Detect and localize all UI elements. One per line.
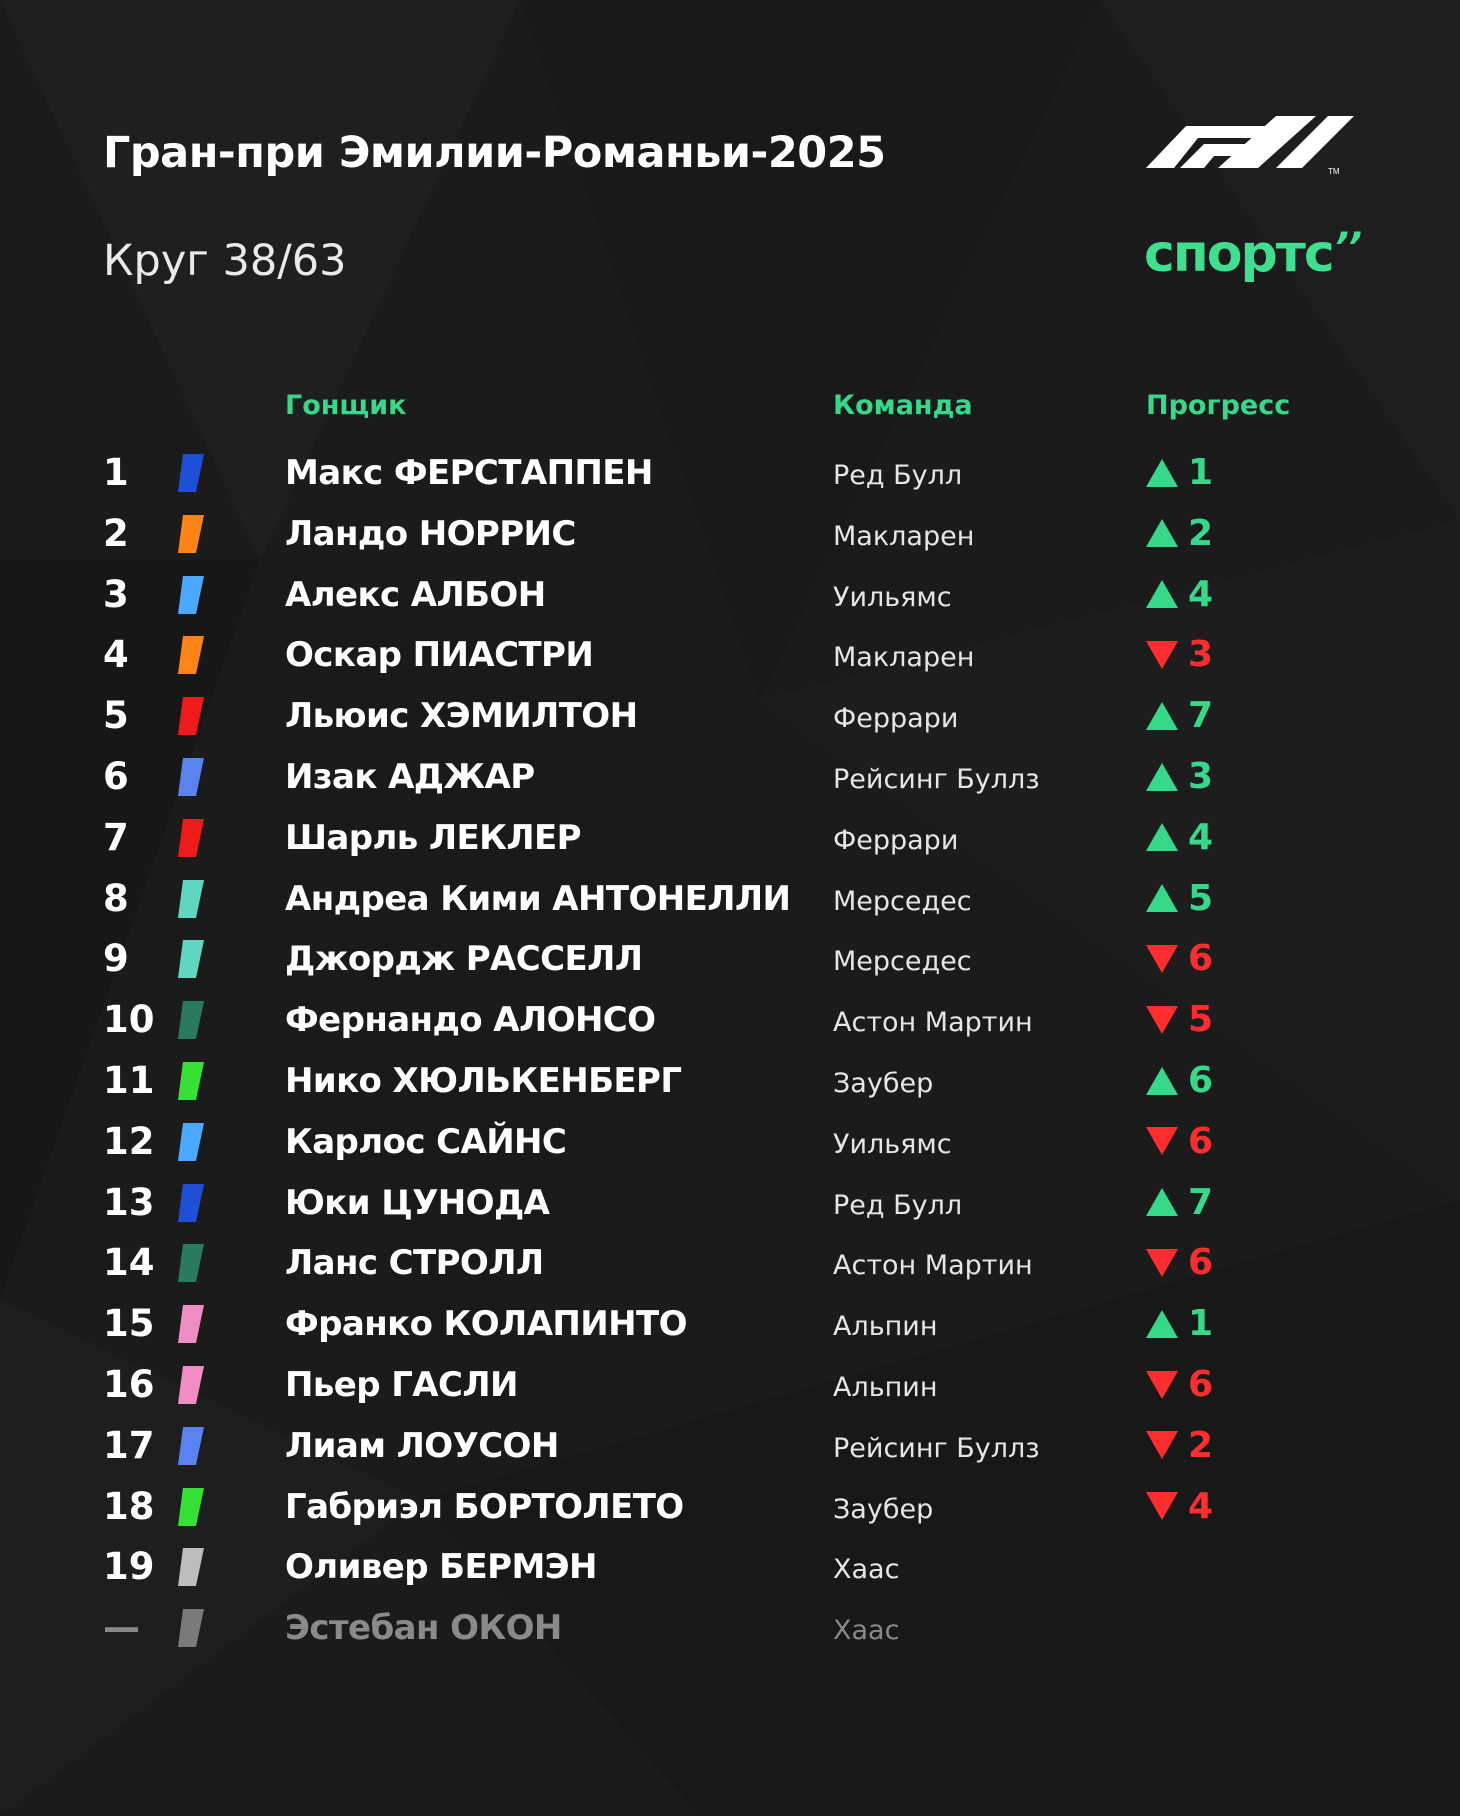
arrow-up-icon bbox=[1146, 702, 1178, 730]
arrow-down-icon bbox=[1146, 1127, 1178, 1155]
team-color-flag-icon bbox=[178, 1123, 204, 1161]
progress-value: 6 bbox=[1188, 1120, 1214, 1162]
team-color-flag-icon bbox=[178, 1548, 204, 1586]
progress-value: 5 bbox=[1188, 999, 1214, 1041]
team-color-flag-icon bbox=[178, 819, 204, 857]
progress-value: 3 bbox=[1188, 756, 1214, 797]
progress-value: 5 bbox=[1188, 877, 1214, 919]
column-header-team: Команда bbox=[833, 390, 973, 421]
position-number: 13 bbox=[103, 1180, 155, 1224]
team-name: Рейсинг Буллз bbox=[833, 1432, 1040, 1464]
team-name: Мерседес bbox=[833, 946, 972, 978]
table-row bbox=[0, 1051, 1460, 1112]
position-number: 7 bbox=[103, 815, 129, 859]
team-name: Заубер bbox=[833, 1068, 934, 1099]
driver-name: Льюис ХЭМИЛТОН bbox=[285, 696, 638, 737]
table-row bbox=[0, 1355, 1460, 1416]
progress-value: 1 bbox=[1188, 452, 1214, 493]
position-number: 10 bbox=[103, 998, 155, 1042]
progress-value: 4 bbox=[1188, 816, 1214, 858]
arrow-down-icon bbox=[1146, 1006, 1178, 1034]
driver-name: Алекс АЛБОН bbox=[285, 574, 546, 615]
team-name: Ред Булл bbox=[833, 1189, 963, 1221]
table-row bbox=[0, 1233, 1460, 1294]
driver-name: Джордж РАССЕЛЛ bbox=[285, 939, 643, 980]
driver-name: Андреа Кими АНТОНЕЛЛИ bbox=[285, 878, 791, 919]
arrow-up-icon bbox=[1146, 459, 1178, 487]
progress-indicator bbox=[1146, 1303, 1213, 1343]
driver-name: Габриэл БОРТОЛЕТО bbox=[285, 1486, 684, 1527]
driver-name: Макс ФЕРСТАППЕН bbox=[285, 453, 653, 493]
arrow-up-icon bbox=[1146, 1188, 1178, 1216]
progress-indicator bbox=[1146, 634, 1213, 674]
position-number: 15 bbox=[103, 1302, 155, 1346]
team-color-flag-icon bbox=[178, 1305, 204, 1343]
progress-indicator bbox=[1146, 1425, 1213, 1465]
table-row bbox=[0, 625, 1460, 686]
driver-name: Юки ЦУНОДА bbox=[285, 1182, 550, 1223]
driver-name: Пьер ГАСЛИ bbox=[285, 1365, 518, 1405]
progress-value: 7 bbox=[1188, 1181, 1214, 1223]
team-name: Заубер bbox=[833, 1493, 934, 1525]
driver-name: Лиам ЛОУСОН bbox=[285, 1425, 559, 1466]
table-row bbox=[0, 1598, 1460, 1659]
team-color-flag-icon bbox=[178, 1488, 204, 1526]
arrow-up-icon bbox=[1146, 580, 1178, 608]
position-number: 19 bbox=[103, 1545, 155, 1589]
table-row bbox=[0, 990, 1460, 1051]
progress-indicator bbox=[1146, 999, 1213, 1039]
team-color-flag-icon bbox=[178, 758, 204, 796]
progress-indicator bbox=[1146, 1182, 1213, 1222]
team-color-flag-icon bbox=[178, 880, 204, 918]
table-row bbox=[0, 1477, 1460, 1538]
team-color-flag-icon bbox=[178, 515, 204, 553]
team-color-flag-icon bbox=[178, 1244, 204, 1282]
svg-text:TM: TM bbox=[1328, 167, 1340, 176]
arrow-down-icon bbox=[1146, 1431, 1178, 1459]
team-name: Уильямс bbox=[833, 581, 952, 613]
table-row bbox=[0, 686, 1460, 747]
team-color-flag-icon bbox=[178, 636, 204, 674]
arrow-up-icon bbox=[1146, 763, 1178, 791]
team-color-flag-icon bbox=[178, 1001, 204, 1039]
progress-indicator bbox=[1146, 1486, 1213, 1526]
position-number: 17 bbox=[103, 1423, 155, 1467]
table-row bbox=[0, 1294, 1460, 1355]
column-header-driver: Гонщик bbox=[285, 390, 407, 421]
position-number: 5 bbox=[103, 694, 129, 738]
position-number: 1 bbox=[103, 451, 129, 494]
progress-indicator bbox=[1146, 817, 1213, 857]
brand-mark: ’’ bbox=[1333, 225, 1361, 271]
team-name: Макларен bbox=[833, 520, 975, 552]
table-row bbox=[0, 808, 1460, 869]
team-color-flag-icon bbox=[178, 1184, 204, 1222]
position-number: 2 bbox=[103, 511, 129, 555]
position-number: 11 bbox=[103, 1059, 155, 1102]
progress-value: 6 bbox=[1188, 938, 1214, 980]
team-name: Феррари bbox=[833, 703, 959, 735]
arrow-up-icon bbox=[1146, 519, 1178, 547]
progress-value: 2 bbox=[1188, 512, 1214, 554]
arrow-down-icon bbox=[1146, 945, 1178, 973]
position-number: 12 bbox=[103, 1119, 155, 1163]
team-name: Мерседес bbox=[833, 885, 972, 917]
driver-name: Карлос САЙНС bbox=[285, 1121, 567, 1162]
table-row bbox=[0, 1537, 1460, 1598]
progress-value: 4 bbox=[1188, 573, 1214, 615]
progress-value: 1 bbox=[1188, 1303, 1214, 1345]
team-color-flag-icon bbox=[178, 454, 204, 492]
arrow-down-icon bbox=[1146, 1492, 1178, 1520]
position-number: — bbox=[103, 1606, 140, 1650]
driver-name: Оскар ПИАСТРИ bbox=[285, 635, 594, 676]
team-name: Астон Мартин bbox=[833, 1007, 1033, 1039]
position-number: 3 bbox=[103, 572, 129, 616]
team-color-flag-icon bbox=[178, 576, 204, 614]
position-number: 16 bbox=[103, 1363, 155, 1406]
progress-indicator bbox=[1146, 938, 1213, 978]
brand-text: спортс bbox=[1144, 224, 1333, 284]
driver-name: Шарль ЛЕКЛЕР bbox=[285, 817, 581, 858]
table-row bbox=[0, 1416, 1460, 1477]
page-title: Гран-при Эмилии-Романьи-2025 bbox=[103, 128, 886, 178]
table-row bbox=[0, 747, 1460, 808]
progress-indicator bbox=[1146, 878, 1213, 918]
driver-name: Франко КОЛАПИНТО bbox=[285, 1304, 687, 1345]
team-color-flag-icon bbox=[178, 940, 204, 978]
progress-indicator bbox=[1146, 452, 1213, 492]
f1-logo bbox=[1146, 116, 1356, 176]
progress-indicator bbox=[1146, 695, 1213, 735]
arrow-up-icon bbox=[1146, 823, 1178, 851]
progress-value: 6 bbox=[1188, 1060, 1214, 1101]
table-row bbox=[0, 1112, 1460, 1173]
arrow-down-icon bbox=[1146, 1249, 1178, 1277]
progress-value: 7 bbox=[1188, 695, 1214, 737]
driver-name: Ландо НОРРИС bbox=[285, 513, 576, 554]
lap-counter: Круг 38/63 bbox=[103, 236, 347, 286]
position-number: 4 bbox=[103, 633, 129, 677]
team-color-flag-icon bbox=[178, 1609, 204, 1647]
table-row bbox=[0, 1173, 1460, 1234]
driver-name: Эстебан ОКОН bbox=[285, 1608, 562, 1649]
progress-value: 6 bbox=[1188, 1364, 1214, 1405]
progress-value: 3 bbox=[1188, 634, 1214, 676]
driver-name: Нико ХЮЛЬКЕНБЕРГ bbox=[285, 1061, 682, 1101]
progress-value: 6 bbox=[1188, 1242, 1214, 1284]
arrow-up-icon bbox=[1146, 1310, 1178, 1338]
table-row bbox=[0, 929, 1460, 990]
team-name: Ред Булл bbox=[833, 460, 963, 491]
position-number: 8 bbox=[103, 876, 129, 920]
driver-name: Оливер БЕРМЭН bbox=[285, 1547, 597, 1588]
arrow-down-icon bbox=[1146, 641, 1178, 669]
progress-value: 4 bbox=[1188, 1485, 1214, 1527]
progress-indicator bbox=[1146, 513, 1213, 553]
driver-name: Ланс СТРОЛЛ bbox=[285, 1243, 544, 1284]
team-color-flag-icon bbox=[178, 1366, 204, 1404]
driver-name: Фернандо АЛОНСО bbox=[285, 1000, 656, 1041]
team-name: Хаас bbox=[833, 1615, 900, 1647]
team-name: Макларен bbox=[833, 642, 975, 674]
progress-indicator bbox=[1146, 574, 1213, 614]
progress-indicator bbox=[1146, 756, 1213, 796]
driver-name: Изак АДЖАР bbox=[285, 757, 535, 797]
position-number: 18 bbox=[103, 1484, 155, 1528]
position-number: 9 bbox=[103, 937, 129, 981]
progress-indicator bbox=[1146, 1121, 1213, 1161]
team-color-flag-icon bbox=[178, 697, 204, 735]
position-number: 14 bbox=[103, 1241, 155, 1285]
progress-indicator bbox=[1146, 1242, 1213, 1282]
column-header-progress: Прогресс bbox=[1146, 390, 1291, 421]
table-row bbox=[0, 504, 1460, 565]
arrow-up-icon bbox=[1146, 884, 1178, 912]
arrow-down-icon bbox=[1146, 1371, 1178, 1399]
sports-logo bbox=[1144, 224, 1361, 284]
team-name: Уильямс bbox=[833, 1128, 952, 1160]
team-color-flag-icon bbox=[178, 1427, 204, 1465]
arrow-up-icon bbox=[1146, 1067, 1178, 1095]
team-name: Рейсинг Буллз bbox=[833, 764, 1040, 795]
table-row bbox=[0, 443, 1460, 504]
team-name: Феррари bbox=[833, 824, 959, 856]
table-row bbox=[0, 869, 1460, 930]
progress-indicator bbox=[1146, 1060, 1213, 1100]
team-color-flag-icon bbox=[178, 1062, 204, 1100]
progress-indicator bbox=[1146, 1364, 1213, 1404]
team-name: Астон Мартин bbox=[833, 1250, 1033, 1282]
position-number: 6 bbox=[103, 755, 129, 798]
table-row bbox=[0, 565, 1460, 626]
team-name: Хаас bbox=[833, 1554, 900, 1586]
progress-value: 2 bbox=[1188, 1424, 1214, 1466]
team-name: Альпин bbox=[833, 1372, 938, 1403]
team-name: Альпин bbox=[833, 1311, 938, 1343]
